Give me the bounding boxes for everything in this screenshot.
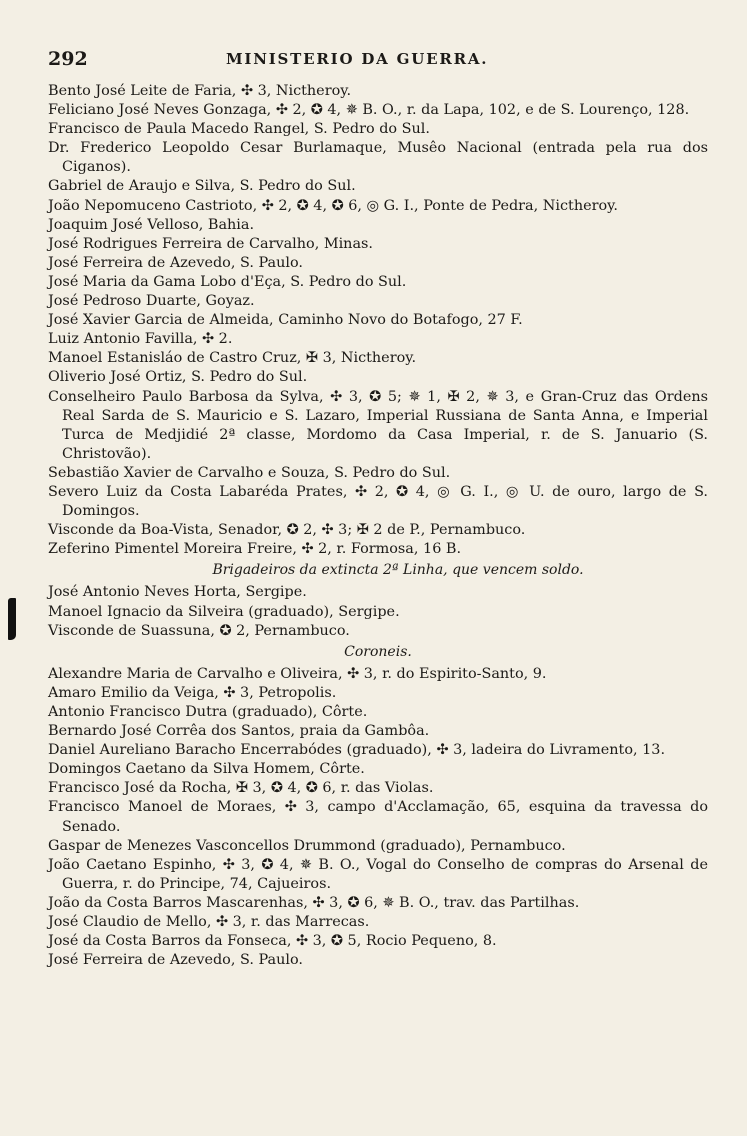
list-entry: Gabriel de Araujo e Silva, S. Pedro do Sul. bbox=[48, 178, 356, 195]
list-entry: Joaquim José Velloso, Bahia. bbox=[48, 216, 255, 233]
list-entry: Manoel Estanisláo de Castro Cruz, ✠ 3, Nictheroy. bbox=[48, 350, 417, 367]
list-entry: João da Costa Barros Mascarenhas, ✣ 3, ✪ 6, ✵ B. O., trav. das Partilhas. bbox=[48, 894, 580, 911]
list-entry: José Rodrigues Ferreira de Carvalho, Minas. bbox=[48, 235, 373, 252]
list-entry: Alexandre Maria de Carvalho e Oliveira, ✣ 3, r. do Espirito-Santo, 9. bbox=[48, 665, 547, 682]
entries-coroneis bbox=[48, 665, 708, 971]
list-entry: José Xavier Garcia de Almeida, Caminho Novo do Botafogo, 27 F. bbox=[48, 312, 523, 329]
list-entry: Francisco José da Rocha, ✠ 3, ✪ 4, ✪ 6, r. das Violas. bbox=[48, 780, 434, 797]
list-entry: José Pedroso Duarte, Goyaz. bbox=[48, 293, 255, 310]
list-entry: Gaspar de Menezes Vasconcellos Drummond (graduado), Pernambuco. bbox=[48, 837, 566, 854]
list-entry: Francisco Manoel de Moraes, ✣ 3, campo d'Acclamação, 65, esquina da travessa do Senado. bbox=[48, 799, 708, 835]
list-entry: Sebastião Xavier de Carvalho e Souza, S. Pedro do Sul. bbox=[48, 464, 451, 481]
list-entry: Antonio Francisco Dutra (graduado), Côrte. bbox=[48, 704, 368, 720]
list-entry: Amaro Emilio da Veiga, ✣ 3, Petropolis. bbox=[48, 684, 337, 701]
list-entry: Zeferino Pimentel Moreira Freire, ✣ 2, r. Formosa, 16 B. bbox=[48, 541, 462, 558]
list-entry: Luiz Antonio Favilla, ✣ 2. bbox=[48, 331, 233, 348]
entries-list bbox=[48, 82, 708, 970]
list-entry: Daniel Aureliano Baracho Encerrabódes (graduado), ✣ 3, ladeira do Livramento, 13. bbox=[48, 742, 666, 759]
list-entry: José Maria da Gama Lobo d'Eça, S. Pedro do Sul. bbox=[48, 273, 407, 290]
list-entry: José Antonio Neves Horta, Sergipe. bbox=[48, 584, 307, 601]
list-entry: Feliciano José Neves Gonzaga, ✣ 2, ✪ 4, ✵ B. O., r. da Lapa, 102, e de S. Lourenço, 128. bbox=[48, 102, 690, 119]
list-entry: Domingos Caetano da Silva Homem, Côrte. bbox=[48, 761, 365, 778]
list-entry: José Ferreira de Azevedo, S. Paulo. bbox=[48, 254, 303, 271]
list-entry: Dr. Frederico Leopoldo Cesar Burlamaque, Musêo Nacional (entrada pela rua dos Ciganos). bbox=[48, 140, 708, 176]
page-header bbox=[48, 48, 699, 72]
list-entry: Bento José Leite de Faria, ✣ 3, Nictheroy. bbox=[48, 83, 352, 99]
list-entry: Francisco de Paula Macedo Rangel, S. Pedro do Sul. bbox=[48, 121, 430, 138]
entries-top bbox=[48, 82, 708, 559]
margin-marker bbox=[8, 598, 16, 640]
page-number: 292 bbox=[48, 48, 88, 70]
list-entry: Visconde da Boa-Vista, Senador, ✪ 2, ✣ 3; ✠ 2 de P., Pernambuco. bbox=[48, 522, 526, 539]
list-entry: Conselheiro Paulo Barbosa da Sylva, ✣ 3, ✪ 5; ✵ 1, ✠ 2, ✵ 3, e Gran-Cruz das Ordens Real Sarda de S. Mauricio e S. Lazaro, Imperial Russiana de Santa Anna, e Imperial Turca de Medjidié 2ª classe, Mordomo da Casa Imperial, r. de S. Januario (S. Christovão). bbox=[48, 388, 708, 462]
list-entry: João Nepomuceno Castrioto, ✣ 2, ✪ 4, ✪ 6, ◎ G. I., Ponte de Pedra, Nictheroy. bbox=[48, 197, 618, 214]
list-entry: José da Costa Barros da Fonseca, ✣ 3, ✪ 5, Rocio Pequeno, 8. bbox=[48, 933, 497, 950]
list-entry: Severo Luiz da Costa Labaréda Prates, ✣ 2, ✪ 4, ◎ G. I., ◎ U. de ouro, largo de S. Domingos. bbox=[48, 483, 708, 520]
list-entry: Bernardo José Corrêa dos Santos, praia da Gambôa. bbox=[48, 723, 430, 740]
section-heading-brigadeiros: Brigadeiros da extincta 2ª Linha, que vencem soldo. bbox=[212, 562, 584, 579]
list-entry: Visconde de Suassuna, ✪ 2, Pernambuco. bbox=[48, 622, 350, 639]
entries-brigadeiros bbox=[48, 583, 708, 640]
running-title: MINISTERIO DA GUERRA. bbox=[226, 50, 489, 68]
list-entry: José Claudio de Mello, ✣ 3, r. das Marrecas. bbox=[48, 914, 370, 931]
section-heading-coroneis: Coroneis. bbox=[344, 643, 412, 660]
list-entry: João Caetano Espinho, ✣ 3, ✪ 4, ✵ B. O., Vogal do Conselho de compras do Arsenal de Guerra, r. do Principe, 74, Cajueiros. bbox=[48, 856, 708, 892]
list-entry: Oliverio José Ortiz, S. Pedro do Sul. bbox=[48, 369, 308, 386]
list-entry: José Ferreira de Azevedo, S. Paulo. bbox=[48, 952, 303, 969]
list-entry: Manoel Ignacio da Silveira (graduado), Sergipe. bbox=[48, 603, 400, 620]
